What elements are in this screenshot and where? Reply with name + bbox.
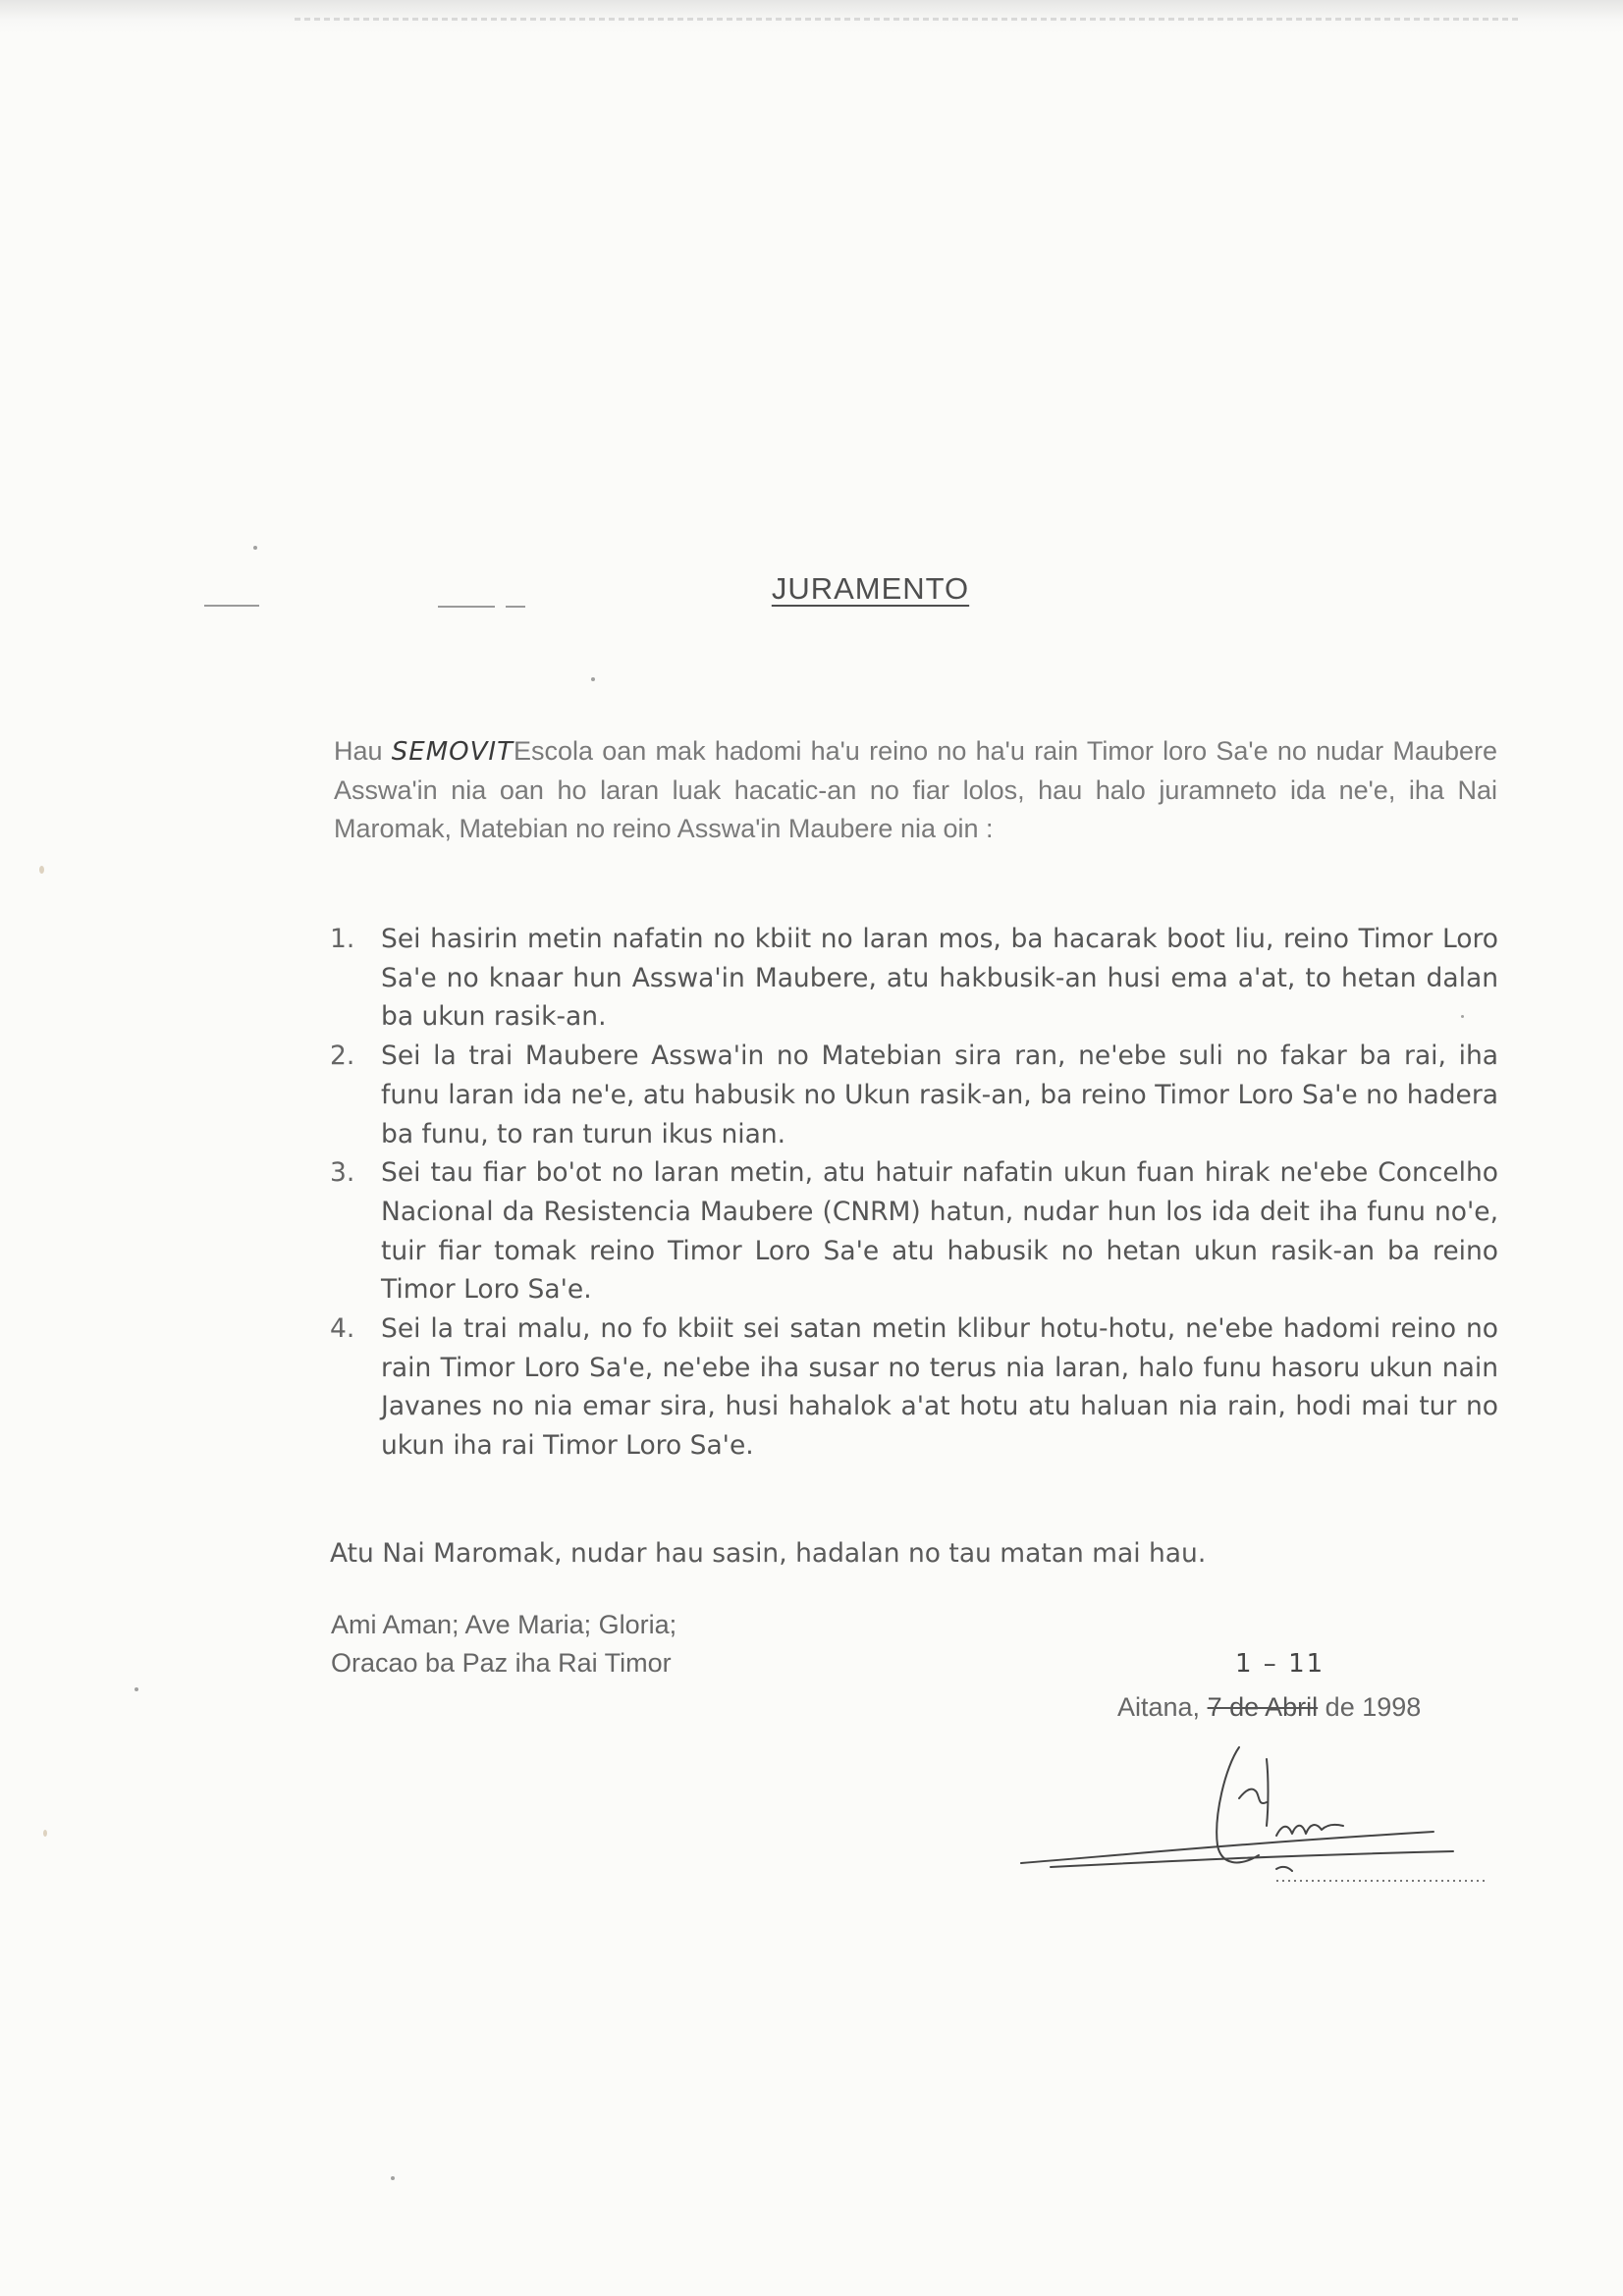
oath-item-number: 3. (330, 1157, 355, 1189)
scan-speck (39, 866, 44, 874)
prayers-block (331, 1606, 676, 1682)
scan-speck (591, 677, 595, 681)
scan-top-edge (0, 0, 1623, 33)
place: Aitana, (1117, 1692, 1201, 1722)
intro-lead: Hau (334, 736, 383, 766)
oath-item-number: 4. (330, 1313, 355, 1345)
scan-bleed-line (295, 18, 1522, 21)
prayer-line: Oracao ba Paz iha Rai Timor (331, 1648, 672, 1678)
intro-paragraph (334, 732, 1497, 848)
oath-item (330, 920, 1498, 1037)
oath-item-number: 2. (330, 1041, 355, 1072)
oath-item-number: 1. (330, 924, 355, 954)
oath-item (330, 1309, 1498, 1466)
scan-speck (135, 1687, 138, 1691)
scan-speck (43, 1830, 47, 1837)
signature-block (982, 1649, 1532, 1885)
oath-item-text: Sei tau fiar bo'ot no laran metin, atu hatuir nafatin ukun fuan hirak ne'ebe Concelho Nacional da Resistencia Maubere (CNRM) hatun, nudar hun los ida deit iha funu no'e, tuir fiar tomak reino Timor Loro Sa'e atu habusik no hetan ukun rasik-an ba reino Timor Loro Sa'e. (381, 1157, 1498, 1306)
handwritten-signature (982, 1708, 1532, 1885)
struck-date: 7 de Abril (1207, 1692, 1319, 1722)
oath-item-text: Sei la trai Maubere Asswa'in no Matebian sira ran, ne'ebe suli no fakar ba rai, iha funu laran ida ne'e, atu habusik no Ukun rasik-an, ba reino Timor Loro Sa'e no hadera ba funu, to ran turun ikus nian. (381, 1041, 1498, 1149)
document-title: JURAMENTO (771, 571, 970, 606)
date-year: de 1998 (1325, 1692, 1422, 1722)
prayer-line: Ami Aman; Ave Maria; Gloria; (331, 1610, 677, 1639)
oath-item-text: Sei la trai malu, no fo kbiit sei satan metin klibur hotu-hotu, ne'ebe hadomi reino no rain Timor Loro Sa'e, ne'ebe iha susar no terus nia laran, halo funu hasoru ukun nain Javanes no nia emar sira, husi hahalok a'at hotu atu haluan nia rain, hodi mai tur no ukun iha rai Timor Loro Sa'e. (381, 1313, 1498, 1462)
oath-item (330, 1153, 1498, 1309)
handwritten-name: SEMOVIT (391, 737, 514, 767)
handwritten-date-correction: 1 – 11 (1235, 1649, 1325, 1679)
intro-text: Escola oan mak hadomi ha'u reino no ha'u rain Timor loro Sa'e no nudar Maubere Asswa'in nia oan ho laran luak hacatic-an no fiar lolos, hau halo juramneto ida ne'e, iha Nai Maromak, Matebian no reino Asswa'in Maubere nia oin : (334, 736, 1497, 843)
oath-list (330, 920, 1498, 1466)
scan-speck (253, 546, 257, 550)
oath-item-text: Sei hasirin metin nafatin no kbiit no laran mos, ba hacarak boot liu, reino Timor Loro Sa'e no knaar hun Asswa'in Maubere, atu hakbusik-an husi ema a'at, to hetan dalan ba ukun rasik-an. (381, 924, 1498, 1033)
oath-item (330, 1037, 1498, 1153)
scan-speck (391, 2176, 395, 2180)
closing-line: Atu Nai Maromak, nudar hau sasin, hadalan no tau matan mai hau. (330, 1538, 1207, 1569)
